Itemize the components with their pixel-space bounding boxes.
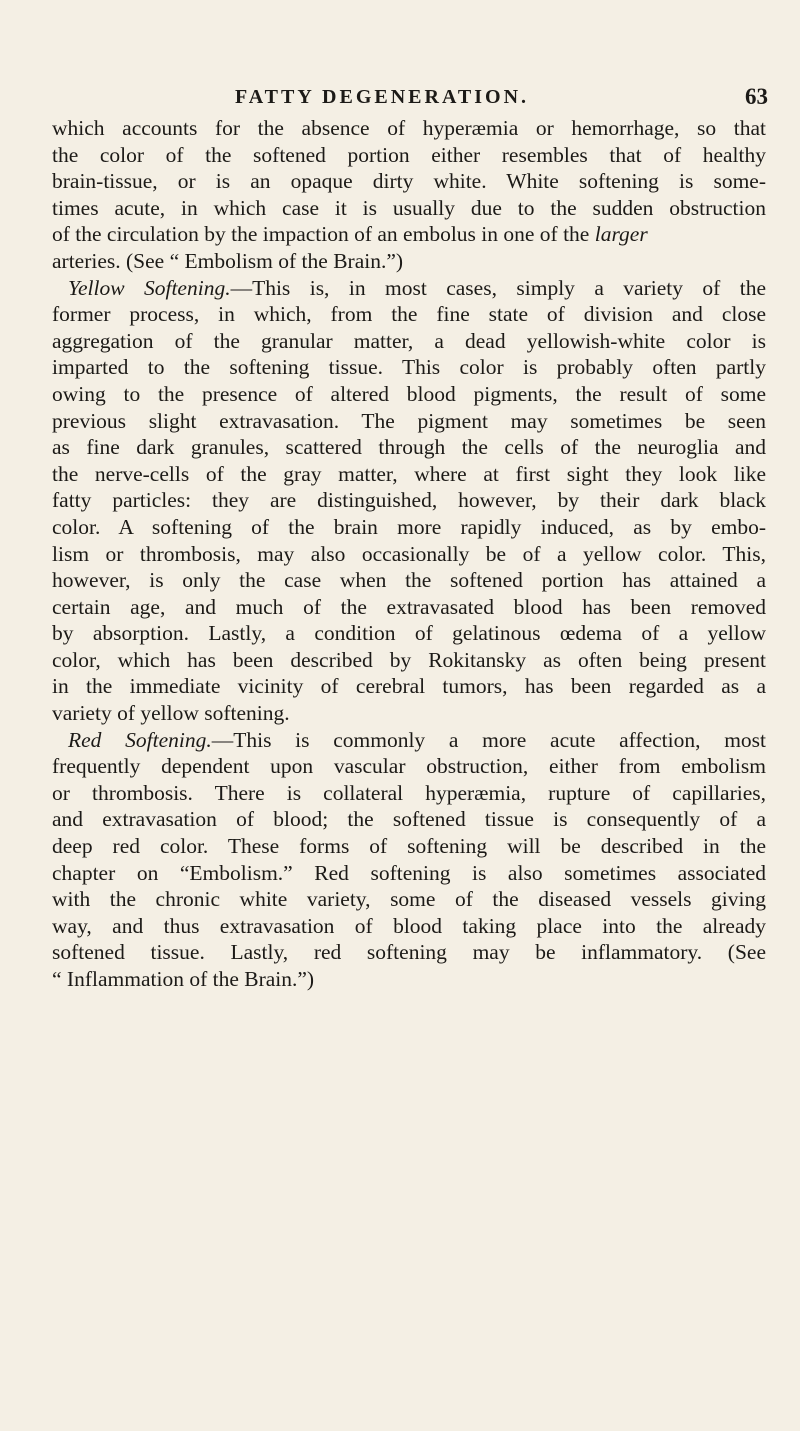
text-line: which accounts for the absence of hyperæmia or hemorrhage, so that	[52, 116, 766, 140]
section-heading-yellow-softening: Yellow Softening.	[68, 275, 231, 300]
text-fragment: of the circulation by the impaction of an embolus in one of the	[52, 222, 590, 247]
text-line: owing to the presence of altered blood pigments, the result of some	[52, 381, 766, 406]
text-line: “ Inflammation of the Brain.”)	[52, 967, 315, 991]
text-line: imparted to the softening tissue. This color is probably often partly	[52, 355, 766, 380]
text-line: way, and thus extravasation of blood taking place into the already	[52, 913, 766, 938]
text-fragment: —This is commonly a more acute affection, most	[211, 727, 767, 752]
text-line: and extravasation of blood; the softened tissue is consequently of a	[52, 807, 766, 832]
text-line: frequently dependent upon vascular obstruction, either from embolism	[52, 754, 766, 779]
running-title: FATTY DEGENERATION.	[234, 86, 530, 108]
text-line: former process, in which, from the fine state of division and close	[52, 302, 766, 327]
text-line: the color of the softened portion either resembles that of healthy	[52, 142, 766, 167]
text-fragment: —This is, in most cases, simply a variety of the	[230, 275, 766, 300]
text-line: color. A softening of the brain more rapidly induced, as by embo-	[52, 514, 766, 539]
text-line: lism or thrombosis, may also occasionally be of a yellow color. This,	[52, 541, 766, 566]
text-line: by absorption. Lastly, a condition of gelatinous œdema of a yellow	[52, 621, 766, 646]
italic-word: larger	[594, 222, 648, 247]
text-line: deep red color. These forms of softening will be described in the	[52, 834, 766, 859]
text-line: in the immediate vicinity of cerebral tumors, has been regarded as a	[52, 674, 766, 699]
body-text	[52, 115, 766, 993]
text-line: times acute, in which case it is usually due to the sudden obstruction	[52, 195, 766, 220]
text-line: color, which has been described by Rokitansky as often being present	[52, 647, 766, 672]
text-line: previous slight extravasation. The pigment may sometimes be seen	[52, 408, 766, 433]
page-number: 63	[745, 84, 768, 109]
text-line	[52, 221, 766, 248]
text-line: softened tissue. Lastly, red softening may be inflammatory. (See	[52, 940, 766, 965]
text-line: chapter on “Embolism.” Red softening is also sometimes associated	[52, 860, 766, 885]
text-line: brain-tissue, or is an opaque dirty white. White softening is some-	[52, 169, 766, 194]
text-line: fatty particles: they are distinguished, however, by their dark black	[52, 488, 766, 513]
running-head	[52, 82, 768, 114]
text-line: or thrombosis. There is collateral hyperæmia, rupture of capillaries,	[52, 780, 766, 805]
text-line: certain age, and much of the extravasated blood has been removed	[52, 594, 766, 619]
text-line	[52, 727, 766, 754]
text-line: with the chronic white variety, some of the diseased vessels giving	[52, 887, 766, 912]
text-line: as fine dark granules, scattered through the cells of the neuroglia and	[52, 435, 766, 460]
text-line: the nerve-cells of the gray matter, where at first sight they look like	[52, 461, 766, 486]
text-line: however, is only the case when the softened portion has attained a	[52, 568, 766, 593]
text-line: aggregation of the granular matter, a dead yellowish-white color is	[52, 328, 766, 353]
text-line: variety of yellow softening.	[52, 701, 290, 726]
section-heading-red-softening: Red Softening.	[68, 727, 212, 752]
text-line: arteries. (See “ Embolism of the Brain.”)	[52, 248, 404, 273]
text-line	[52, 275, 766, 302]
